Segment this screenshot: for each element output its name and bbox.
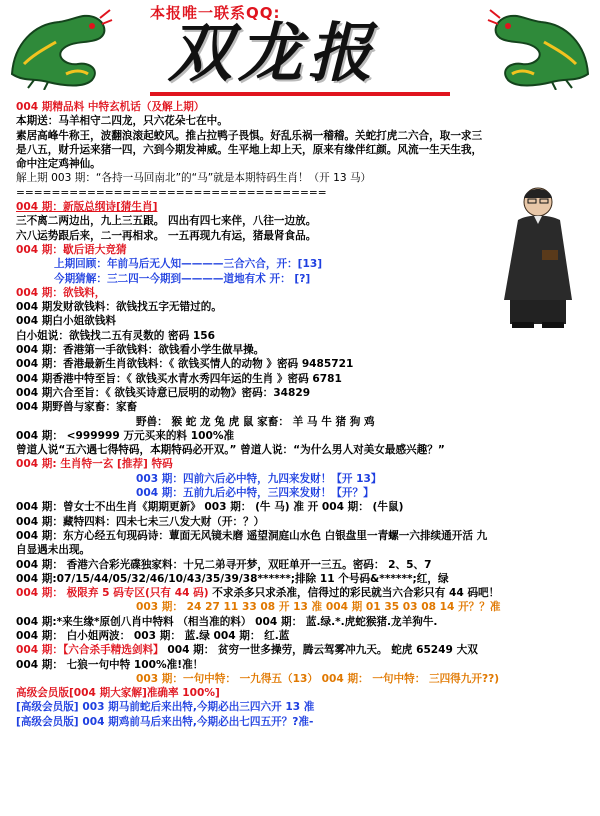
- text-line: [16, 157, 588, 171]
- text-line: [16, 343, 588, 357]
- text-segment: 004 期六合至旨：《 欲钱买诗意已辰明的动物》密码：34829: [16, 386, 311, 399]
- text-segment: 004 期白小姐欲钱料: [16, 315, 116, 328]
- text-line: [16, 615, 588, 629]
- text-segment: 004 期： <999999 万元买来的料 100%准: [16, 429, 235, 442]
- document-body: [16, 100, 588, 729]
- dragon-right-icon: [486, 4, 596, 90]
- text-segment: 上期回顾：年前马后无人知————三合六合，开：[13]: [54, 258, 323, 271]
- text-segment: 004 期香港中特至旨：《 欲钱买水青水秀四年运的生肖 》密码 6781: [16, 372, 342, 385]
- text-line: [16, 486, 588, 500]
- text-segment: 004 期： 香港六合彩光碟独家料：十兄二弟寻开梦，双旺单开一三五。密码： 2、5、7: [16, 558, 432, 571]
- text-line: [16, 672, 588, 686]
- text-segment: 六八运势跟后来，二一再相求。 一五再现九有运，猪最肾食品。: [16, 229, 317, 242]
- text-line: [16, 100, 588, 114]
- text-segment: 高级会员版[004 期大家解]准确率 100%]: [16, 687, 220, 700]
- text-segment: 004 期： 一句中特： 三四得九开??): [317, 672, 500, 685]
- text-line: [16, 658, 588, 672]
- text-line: [16, 586, 588, 600]
- page-title: 双龙报: [168, 16, 378, 91]
- text-segment: 004 期：五前九后必中特，三四来发财！【开？】: [136, 487, 374, 500]
- text-line: [16, 257, 588, 271]
- text-segment: 004 期：【六合杀手精选剑料】: [16, 644, 164, 657]
- text-line: [16, 500, 588, 514]
- text-segment: 004 期：新版总纲诗[猜生肖]: [16, 201, 158, 214]
- text-line: [16, 171, 588, 185]
- text-line: [16, 200, 588, 214]
- text-segment: 素居高峰牛称王，波翻浪滚起蛟风。推占拉鸭子畏惧。好乱乐祸一稽稽。关蛇打虎二六合，取一求三: [16, 129, 483, 142]
- text-segment: 004 期： 白小姐两波： 003 期： 蓝.绿 004 期： 红.蓝: [16, 629, 290, 642]
- text-line: [16, 243, 588, 257]
- text-segment: 命中注定鸡神仙。: [16, 158, 101, 171]
- text-line: [16, 143, 588, 157]
- text-line: [16, 129, 588, 143]
- text-segment: 004 期 01 35 03 08 14 开？？准: [322, 601, 501, 614]
- text-segment: [高级会员版] 004 期鸡前马后来出特,今期必出七四五开？?准-: [16, 715, 314, 728]
- text-segment: 不求杀多只求杀准，信得过的彩民就当六合彩只有 44 码吧！: [208, 587, 500, 600]
- text-line: [16, 415, 588, 429]
- text-segment: 004 期：歇后语大竞猜: [16, 243, 127, 256]
- text-segment: 004 期：藏特四料：四未七未三八发大财（开：？）: [16, 515, 265, 528]
- text-line: [16, 686, 588, 700]
- text-segment: 004 期：曾女士不出生肖《期期更新》 003 期： (牛 马) 准 开 004 期： (牛鼠): [16, 501, 404, 514]
- text-line: [16, 515, 588, 529]
- text-segment: 中特玄机话（及解上期）: [84, 101, 205, 113]
- text-segment: [高级会员版] 003 期马前蛇后来出特,今期必出三四六开 13 准: [16, 701, 315, 714]
- text-segment: 野兽： 猴 蛇 龙 兔 虎 鼠 家畜： 羊 马 牛 猪 狗 鸡: [136, 415, 375, 428]
- text-line: [16, 629, 588, 643]
- text-line: [16, 229, 588, 243]
- text-line: [16, 429, 588, 443]
- text-line: [16, 643, 588, 657]
- text-line: [16, 272, 588, 286]
- text-line: [16, 472, 588, 486]
- text-line: [16, 558, 588, 572]
- text-segment: 自显遇未出现。: [16, 544, 91, 557]
- text-line: [16, 457, 588, 471]
- text-segment: 曾道人说“五六遇七得特码，本期特码必开双。” 曾道人说：“为什么男人对美女最感兴趣？”: [16, 444, 445, 457]
- text-segment: 是八五，财升运来猪一四，六到今期发神威。生平地上却上天，原来有缘伴红颜。风流一生天生我，: [16, 143, 483, 156]
- text-segment: 004 期:07/15/44/05/32/46/10/43/35/39/38******;排除 11 个号码&******;红，绿: [16, 572, 449, 585]
- text-segment: 004 期： 极限弃 5 码专区(只有 44 码): [16, 587, 209, 600]
- text-segment: 今期猜解：三二四一今期到————道地有术 开： [?]: [54, 272, 311, 285]
- text-segment: 白小姐说：欲钱找二五有灵数的 密码 156: [16, 329, 215, 342]
- text-line: [16, 386, 588, 400]
- text-segment: 004 期：香港最新生肖欲钱料：《 欲钱买情人的动物 》密码 9485721: [16, 358, 354, 371]
- text-line: [16, 700, 588, 714]
- text-line: [16, 214, 588, 228]
- text-line: [16, 329, 588, 343]
- text-line: [16, 300, 588, 314]
- text-segment: 004 期： 贫穷一世多操劳，腾云驾雾冲九天。 蛇虎 65249 大双: [163, 644, 478, 657]
- text-segment: 本期送：马羊相守二四龙，只六花朵七在中。: [16, 115, 228, 128]
- text-line: [16, 529, 588, 543]
- text-segment: 003 期： 24 27 11 33 08 开 13 准: [136, 601, 323, 614]
- text-segment: 003 期：一句中特： 一九得五（13）: [136, 672, 318, 685]
- header: [0, 0, 600, 100]
- text-segment: 004 期：香港第一手欲钱料：欲钱看小学生做早操。: [16, 344, 265, 357]
- text-line: [16, 400, 588, 414]
- text-segment: 004 期：欲钱料，: [16, 286, 106, 299]
- text-line: [16, 443, 588, 457]
- text-line: [16, 572, 588, 586]
- text-segment: 004 期: 生肖特一玄 [推荐] 特码: [16, 458, 173, 471]
- text-segment: ===================================: [16, 186, 327, 199]
- text-line: [16, 543, 588, 557]
- text-segment: 003 期：四前六后必中特，九四来发财！【开 13】: [136, 472, 382, 485]
- text-line: [16, 600, 588, 614]
- qq-banner: 本报唯一联系QQ:: [150, 4, 281, 22]
- text-segment: 004 期： 七狼一句中特 100%准!准！: [16, 658, 204, 671]
- text-segment: 004 期:*来生缘*原创八肖中特料 （相当准的料） 004 期： 蓝.绿.*.虎蛇猴猪.龙羊狗牛.: [16, 615, 438, 628]
- text-segment: 004 期精品料: [16, 101, 85, 113]
- text-line: [16, 286, 588, 300]
- text-segment: 004 期野兽与家畜：家畜: [16, 401, 138, 414]
- dragon-left-icon: [4, 4, 114, 90]
- text-line: [16, 186, 588, 200]
- text-segment: 004 期：东方心经五句现码诗：蕈面无风镜未磨 遥望洞庭山水色 白银盘里一青螺一六排续通开活 九: [16, 529, 488, 542]
- text-line: [16, 357, 588, 371]
- text-segment: 解上期 003 期：“各持一马回南北”的“马”就是本期特码生肖！（开 13 马）: [16, 172, 372, 185]
- title-underline: [150, 92, 450, 96]
- text-line: [16, 372, 588, 386]
- text-segment: 三不离二两边出，九上三五跟。 四出有四七来伴，八往一边放。: [16, 215, 317, 228]
- text-line: [16, 715, 588, 729]
- text-line: [16, 114, 588, 128]
- text-segment: 004 期发财欲钱料：欲钱找五字无错过的。: [16, 301, 222, 314]
- text-line: [16, 314, 588, 328]
